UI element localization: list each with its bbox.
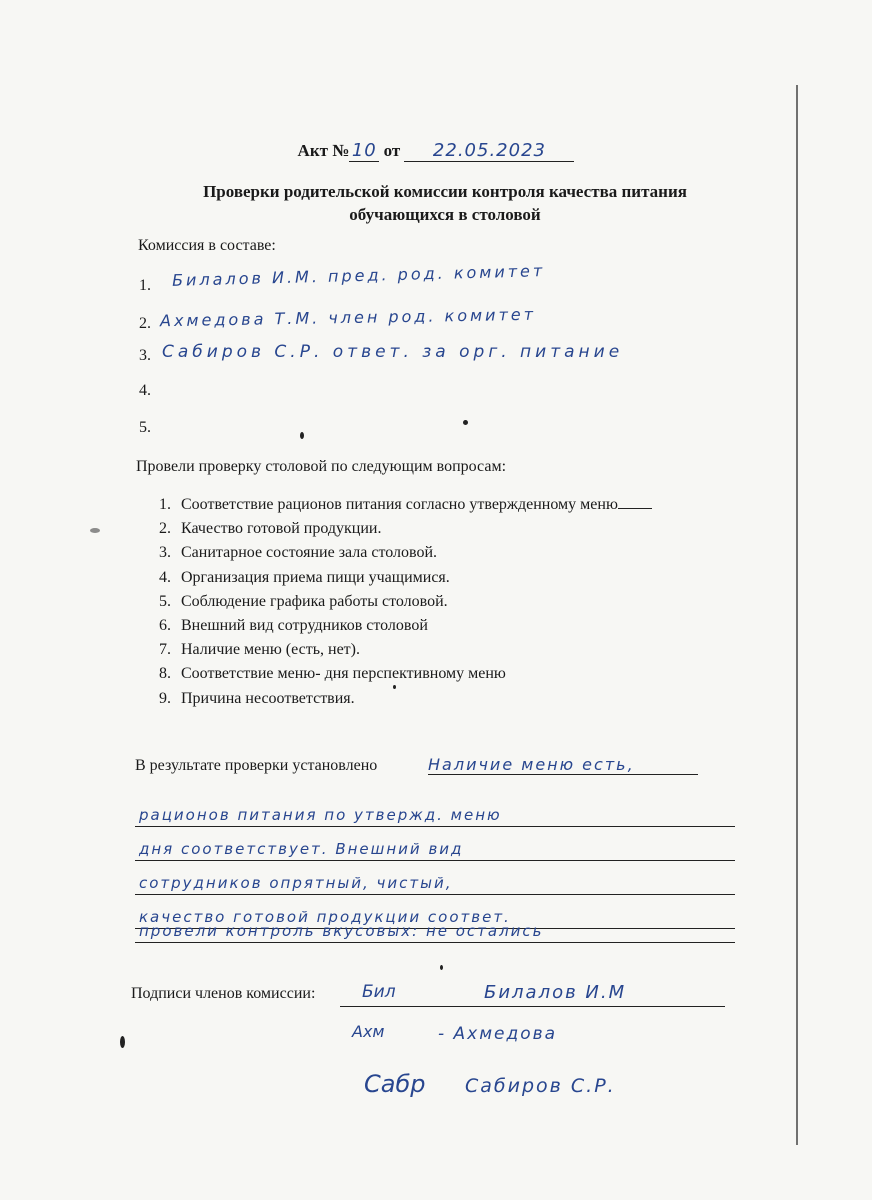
question-item [159, 541, 652, 565]
scan-speck [440, 965, 443, 970]
question-item [159, 493, 652, 517]
result-text: качество готовой продукции соответ. [139, 908, 511, 926]
act-number: 10 [349, 140, 379, 162]
question-item [159, 566, 652, 590]
result-text: дня соответствует. Внешний вид [139, 840, 464, 858]
question-number: 8. [159, 665, 171, 683]
questions-list [159, 493, 652, 711]
result-line [135, 826, 735, 861]
result-label: В результате проверки установлено [135, 757, 378, 774]
scan-speck [120, 1036, 125, 1048]
result-line [135, 792, 735, 827]
result-text: рационов питания по утвержд. меню [139, 806, 502, 824]
scan-edge-line [796, 85, 798, 1145]
result-line [135, 860, 735, 895]
signature-mark: Ахм [352, 1022, 385, 1041]
question-number: 5. [159, 592, 171, 610]
member-number: 1. [139, 277, 151, 294]
question-text: Внешний вид сотрудников столовой [181, 616, 428, 634]
question-number: 6. [159, 616, 171, 634]
question-number: 7. [159, 641, 171, 659]
act-subtitle [120, 180, 770, 226]
member-name: Билалов И.М. пред. род. комитет [171, 261, 546, 290]
signature-name: Билалов И.М [484, 982, 627, 1003]
commission-label: Комиссия в составе: [138, 237, 276, 254]
question-text: Качество готовой продукции. [181, 520, 382, 538]
result-text: провели контроль вкусовых: не остались [139, 922, 544, 940]
member-number: 5. [139, 419, 151, 436]
question-item [159, 590, 652, 614]
question-text: Организация приема пищи учащимися. [181, 568, 450, 586]
member-name: Ахмедова Т.М. член род. комитет [159, 304, 537, 331]
member-name: Сабиров С.Р. ответ. за орг. питание [162, 342, 624, 362]
act-date: 22.05.2023 [404, 140, 574, 162]
scan-speck [463, 420, 468, 425]
question-item [159, 517, 652, 541]
question-text: Соблюдение графика работы столовой. [181, 592, 448, 610]
date-label: от [383, 141, 401, 160]
question-number: 1. [159, 496, 171, 513]
question-text: Наличие меню (есть, нет). [181, 641, 360, 659]
signature-mark: Бил [362, 982, 396, 1002]
question-item [159, 638, 652, 662]
signature-name: Сабиров С.Р. [465, 1075, 616, 1097]
member-number: 2. [139, 315, 151, 332]
question-number: 3. [159, 544, 171, 562]
result-line: Наличие меню есть, [428, 755, 698, 775]
subtitle-line-2: обучающихся в столовой [349, 205, 541, 224]
member-number: 3. [139, 347, 151, 364]
subtitle-line-1: Проверки родительской комиссии контроля качества питания [203, 182, 687, 201]
question-text: Санитарное состояние зала столовой. [181, 544, 438, 562]
question-text: Соответствие рационов питания согласно утвержденному меню [181, 496, 618, 513]
result-text: сотрудников опрятный, чистый, [139, 874, 453, 892]
act-label: Акт № [297, 141, 350, 160]
question-item [159, 662, 652, 686]
signatures-label: Подписи членов комиссии: [131, 985, 316, 1002]
signature-name: - Ахмедова [438, 1024, 558, 1044]
scan-speck [300, 432, 304, 439]
signature-mark: Сабр [364, 1070, 426, 1098]
inspection-intro: Провели проверку столовой по следующим вопросам: [136, 458, 507, 475]
question-number: 4. [159, 568, 171, 586]
question-item [159, 614, 652, 638]
question-number: 9. [159, 689, 171, 707]
result-line [135, 908, 735, 943]
answer-line [618, 508, 652, 509]
signature-line [340, 1006, 725, 1007]
member-number: 4. [139, 382, 151, 399]
question-text: Соответствие меню- дня перспективному меню [181, 665, 506, 683]
question-item [159, 687, 652, 711]
question-text: Причина несоответствия. [181, 689, 355, 707]
question-number: 2. [159, 520, 171, 538]
act-title [0, 140, 872, 162]
scan-speck [90, 528, 100, 533]
